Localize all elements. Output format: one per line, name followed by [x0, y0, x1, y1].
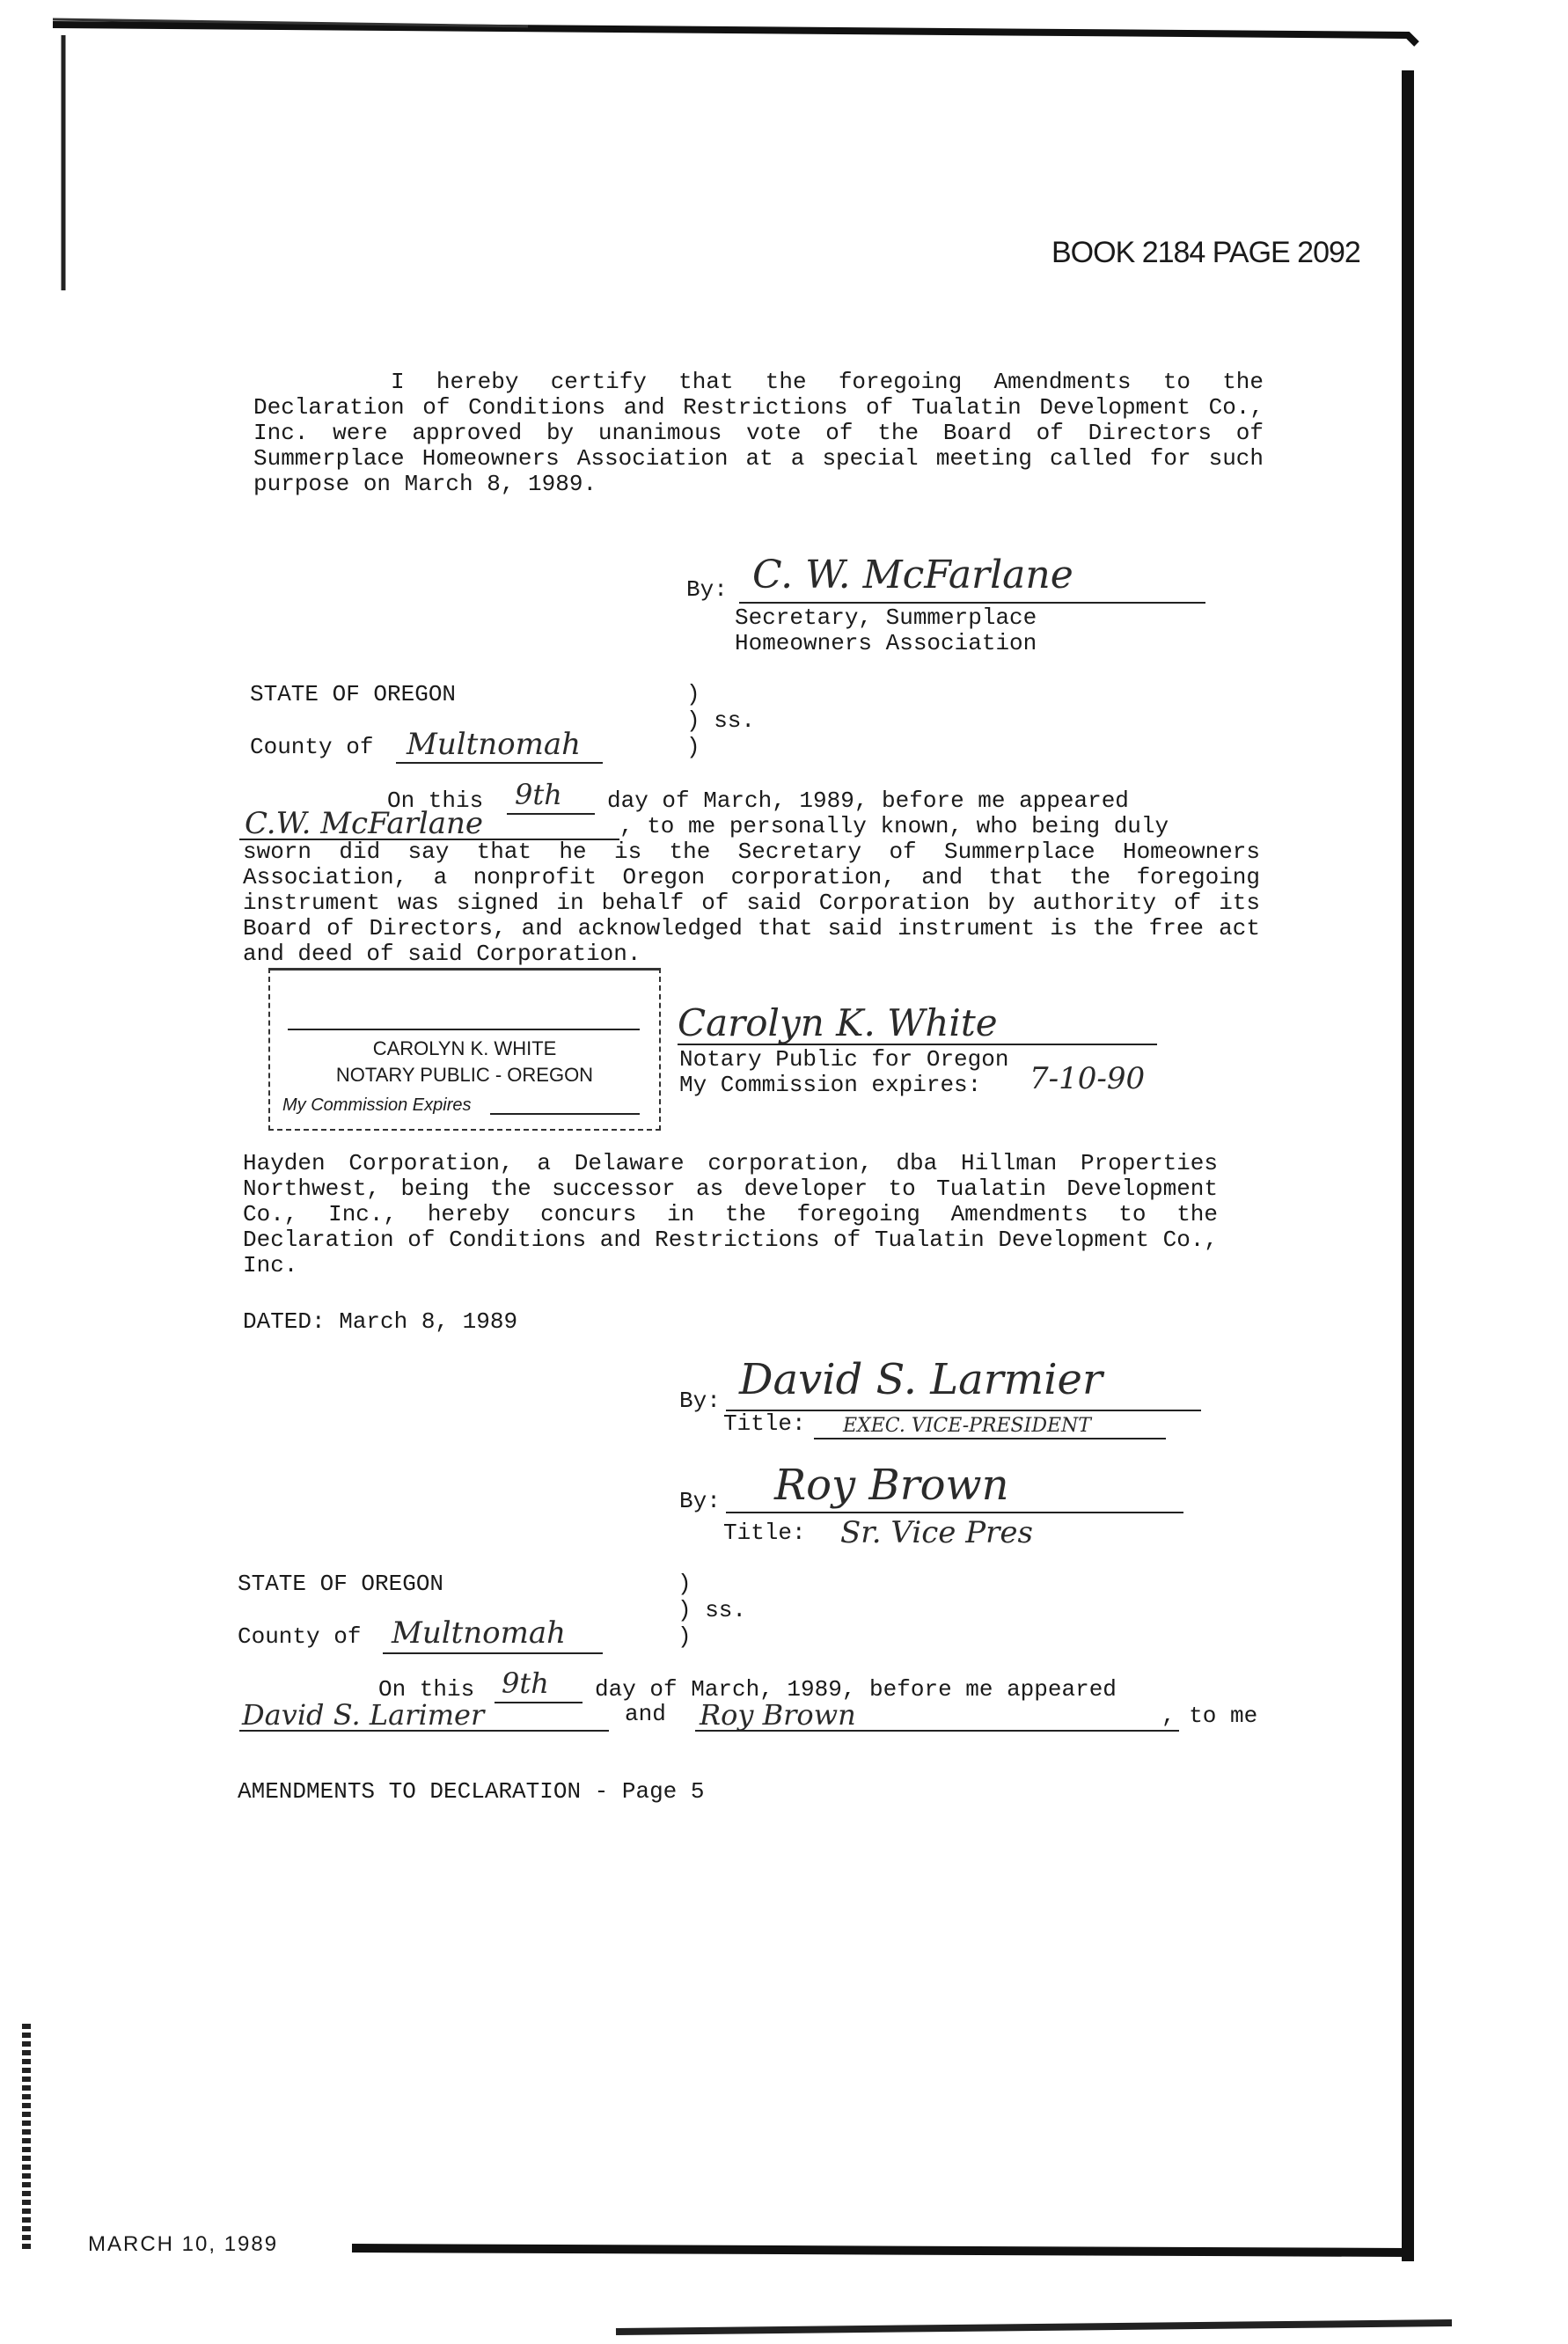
book-page-reference: BOOK 2184 PAGE 2092 — [1051, 236, 1360, 269]
notary-stamp — [268, 968, 661, 1131]
notary1-day-line — [507, 813, 595, 815]
certification-paragraph: I hereby certify that the foregoing Amendments to the Declaration of Conditions and Restrictions of Tualatin Development Co., Inc. were approved by unanimous vote of the Board of Directors of Summerplace Homeowners Association at a special meeting called for such purpose on March 8, 1989. — [253, 369, 1264, 497]
concurrence-title1-label: Title: — [723, 1410, 806, 1437]
notary1-commission-label: My Commission expires: — [679, 1072, 982, 1098]
cert-by-label: By: — [686, 576, 728, 603]
concurrence-title1-line — [814, 1438, 1166, 1439]
secretary-title-line1: Secretary, Summerplace — [735, 604, 1037, 631]
secretary-title-line2: Homeowners Association — [735, 630, 1037, 656]
concurrence-by2-line — [726, 1512, 1183, 1513]
footer-date-stamp: MARCH 10, 1989 — [88, 2232, 279, 2256]
notary2-line2-post: , to me — [1161, 1703, 1258, 1729]
notary2-appearer2-handwritten: Roy Brown — [700, 1698, 856, 1732]
notary1-ss: ) ss. — [686, 707, 756, 734]
footer-page-label: AMENDMENTS TO DECLARATION - Page 5 — [238, 1778, 705, 1805]
notary1-county-handwritten: Multnomah — [407, 727, 582, 762]
notary1-county-line — [396, 762, 603, 764]
notary2-county-label: County of — [238, 1623, 362, 1650]
notary1-commission-handwritten: 7-10-90 — [1029, 1061, 1146, 1096]
concurrence-dated: DATED: March 8, 1989 — [243, 1308, 518, 1335]
notary1-paren-top: ) — [686, 681, 700, 707]
notary2-appearer2-line — [695, 1730, 1179, 1732]
concurrence-title2-label: Title: — [723, 1520, 806, 1546]
concurrence-title1-handwritten: EXEC. VICE-PRESIDENT — [843, 1415, 1091, 1437]
notary1-body: sworn did say that he is the Secretary of Summerplace Homeowners Association, a nonprofit Oregon corporation, and that the foregoing instrument was signed in behalf of said Corporation by authority of its Board of Directors, and acknowledged that said instrument is the free act and deed of said Corporation. — [243, 839, 1260, 967]
notary2-line1-post: day of March, 1989, before me appeared — [595, 1676, 1117, 1703]
notary1-state: STATE OF OREGON — [250, 681, 457, 707]
notary1-on-this: On this — [387, 787, 484, 814]
notary2-day-line — [495, 1702, 583, 1703]
concurrence-title2-handwritten: Sr. Vice Pres — [840, 1515, 1033, 1550]
notary2-appearer1-handwritten: David S. Larimer — [242, 1698, 485, 1732]
notary1-paren-bottom: ) — [686, 734, 700, 760]
notary2-paren-bottom: ) — [678, 1623, 692, 1650]
notary2-appearer1-line — [239, 1730, 609, 1732]
stamp-title: NOTARY PUBLIC - OREGON — [335, 1064, 594, 1086]
notary1-day-handwritten: 9th — [515, 778, 562, 811]
stamp-expires: My Commission Expires — [282, 1095, 472, 1115]
notary2-day-handwritten: 9th — [502, 1666, 549, 1700]
concurrence-paragraph: Hayden Corporation, a Delaware corporation, dba Hillman Properties Northwest, being the successor as developer to Tualatin Development Co., Inc., hereby concurs in the foregoing Amendments to the Declaration of Conditions and Restrictions of Tualatin Development Co., Inc. — [243, 1150, 1218, 1278]
concurrence-by1-signature: David S. Larmier — [739, 1355, 1103, 1404]
notary2-ss: ) ss. — [678, 1597, 747, 1623]
notary2-paren-top: ) — [678, 1571, 692, 1597]
notary1-county-label: County of — [250, 734, 374, 760]
notary1-signature-line — [678, 1044, 1157, 1045]
notary2-on-this: On this — [378, 1676, 475, 1703]
stamp-name: CAROLYN K. WHITE — [372, 1037, 557, 1059]
concurrence-by2-label: By: — [679, 1488, 721, 1514]
notary2-and: and — [625, 1701, 666, 1727]
notary2-state: STATE OF OREGON — [238, 1571, 444, 1597]
notary1-signature: Carolyn K. White — [678, 1001, 998, 1044]
notary1-appearer-handwritten: C.W. McFarlane — [245, 806, 484, 841]
notary1-notary-label: Notary Public for Oregon — [679, 1046, 1009, 1073]
concurrence-by2-signature: Roy Brown — [774, 1461, 1009, 1510]
notary1-line2-post: , to me personally known, who being duly — [619, 813, 1169, 839]
notary2-county-handwritten: Multnomah — [392, 1615, 567, 1651]
concurrence-by1-label: By: — [679, 1388, 721, 1414]
secretary-signature: C. W. McFarlane — [752, 553, 1073, 597]
notary1-line1-post: day of March, 1989, before me appeared — [607, 787, 1129, 814]
secretary-signature-line — [739, 602, 1205, 604]
notary2-county-line — [383, 1652, 603, 1654]
